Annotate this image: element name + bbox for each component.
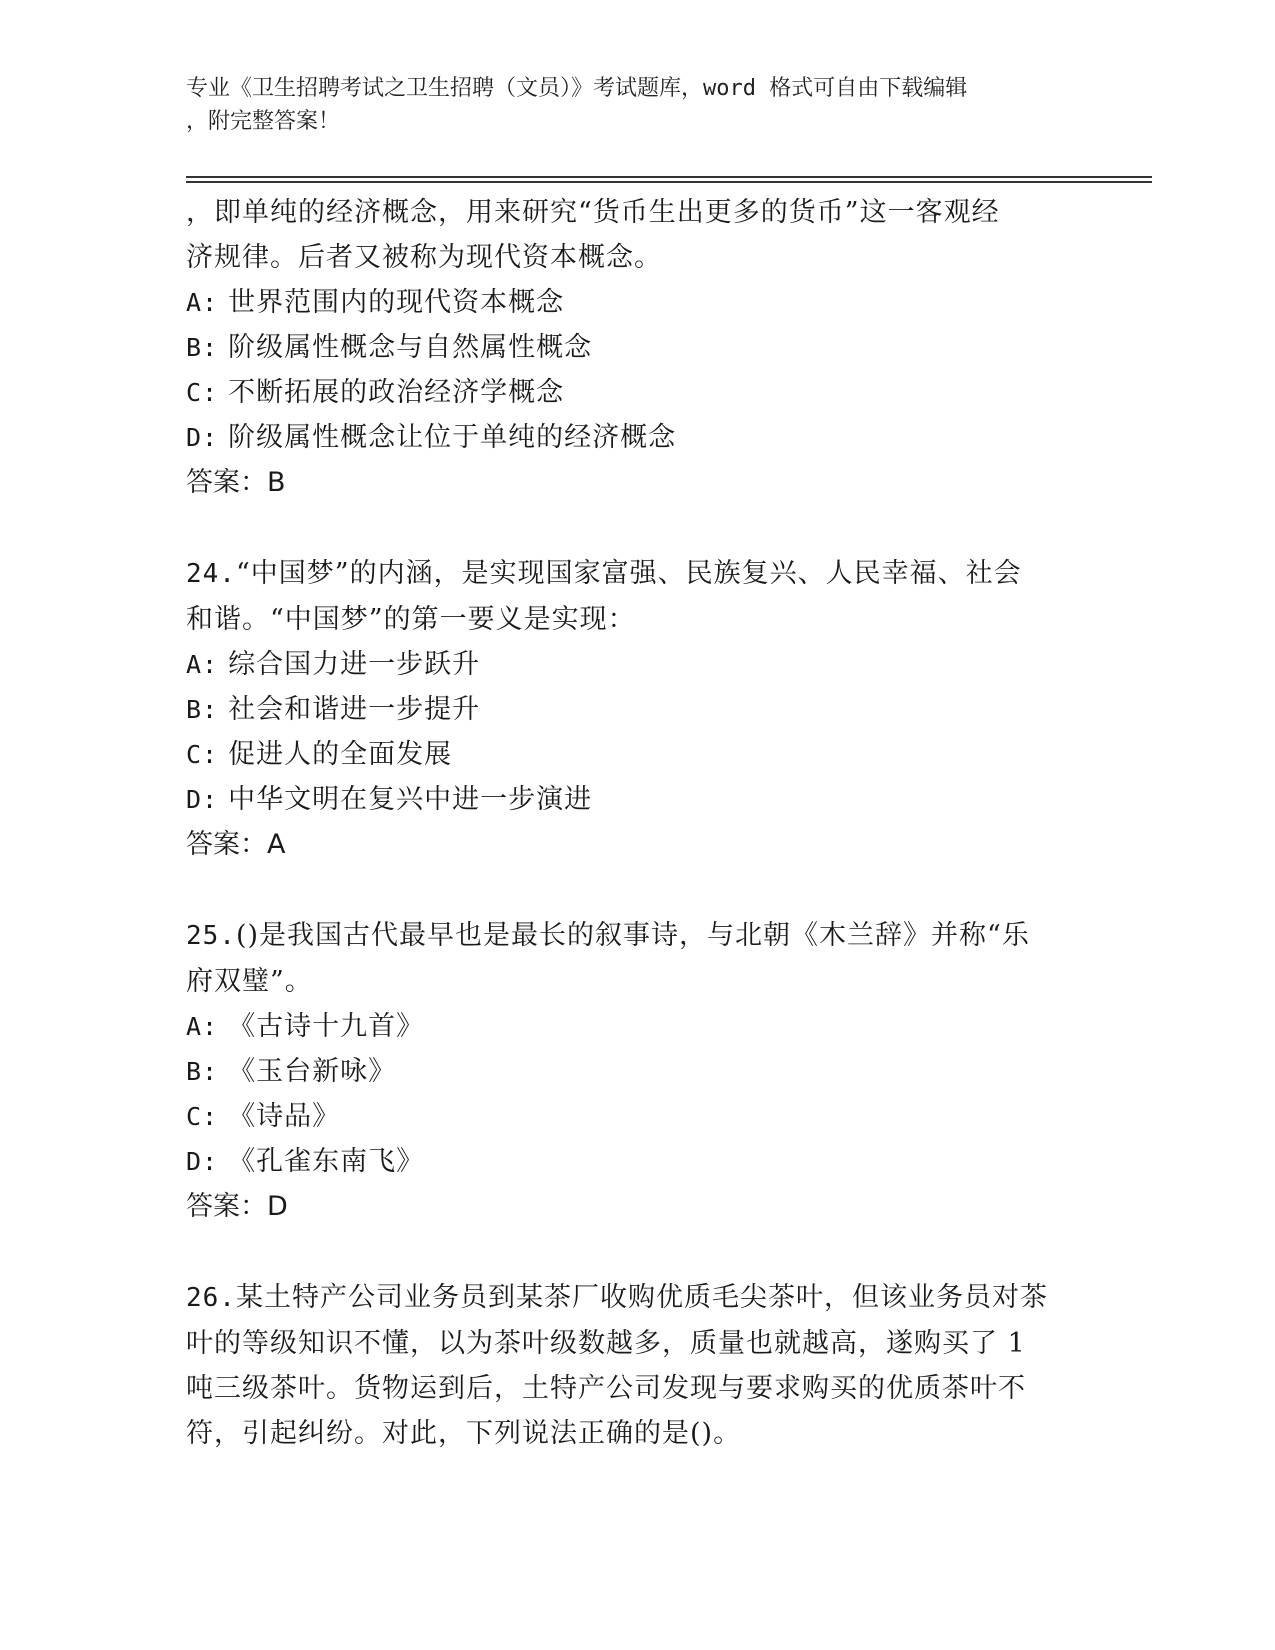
option-text: 阶级属性概念让位于单纯的经济概念 [228, 422, 677, 453]
option-text: 《孔雀东南飞》 [228, 1146, 425, 1177]
question-text-line [186, 1275, 1086, 1321]
option-text: 《玉台新咏》 [228, 1056, 397, 1087]
option-letter: C: [186, 378, 219, 407]
question-text-line: 符，引起纠纷。对此，下列说法正确的是()。 [186, 1418, 742, 1449]
option-c [186, 732, 1086, 777]
option-b [186, 1049, 1086, 1094]
header-divider-top [186, 176, 1152, 178]
question-text-line: 叶的等级知识不懂，以为茶叶级数越多，质量也就越高，遂购买了 1 [186, 1328, 1026, 1359]
option-c [186, 370, 1086, 415]
option-b [186, 687, 1086, 732]
question-text-line [186, 913, 1086, 959]
option-a [186, 1004, 1086, 1049]
option-c [186, 1094, 1086, 1139]
option-letter: A: [186, 650, 219, 679]
option-text: 促进人的全面发展 [228, 739, 453, 770]
option-text: 世界范围内的现代资本概念 [228, 287, 565, 318]
question-23 [186, 190, 1086, 506]
question-text: “中国梦”的内涵，是实现国家富强、民族复兴、人民幸福、社会 [235, 558, 1022, 589]
question-text-line: 济规律。后者又被称为现代资本概念。 [186, 242, 662, 273]
option-text: 中华文明在复兴中进一步演进 [228, 784, 593, 815]
option-d [186, 415, 1086, 460]
option-text: 阶级属性概念与自然属性概念 [228, 332, 593, 363]
option-letter: D: [186, 1147, 219, 1176]
answer-line: 答案：B [186, 467, 286, 498]
option-text: 《古诗十九首》 [228, 1011, 425, 1042]
option-b [186, 325, 1086, 370]
option-text: 不断拓展的政治经济学概念 [228, 377, 565, 408]
option-d [186, 777, 1086, 822]
question-24 [186, 551, 1086, 868]
option-letter: A: [186, 288, 219, 317]
option-a [186, 280, 1086, 325]
answer-line: 答案：D [186, 1191, 288, 1222]
option-text: 综合国力进一步跃升 [228, 649, 481, 680]
question-25 [186, 913, 1086, 1230]
option-letter: C: [186, 740, 219, 769]
question-text: ()是我国古代最早也是最长的叙事诗，与北朝《木兰辞》并称“乐 [235, 920, 1030, 951]
option-d [186, 1139, 1086, 1184]
question-number: 24. [186, 559, 236, 589]
question-text-line: 和谐。“中国梦”的第一要义是实现： [186, 604, 636, 635]
header-divider-bottom [186, 181, 1152, 183]
option-letter: B: [186, 695, 219, 724]
option-a [186, 642, 1086, 687]
option-text: 《诗品》 [228, 1101, 341, 1132]
question-number: 25. [186, 921, 236, 951]
answer-line: 答案：A [186, 829, 286, 860]
option-letter: D: [186, 785, 219, 814]
question-text-line: ，即单纯的经济概念，用来研究“货币生出更多的货币”这一客观经 [186, 197, 1000, 228]
option-letter: B: [186, 1057, 219, 1086]
question-number: 26. [186, 1283, 236, 1313]
page-header [186, 72, 1066, 138]
option-text: 社会和谐进一步提升 [228, 694, 481, 725]
question-content [186, 190, 1086, 1456]
question-text: 某土特产公司业务员到某茶厂收购优质毛尖茶叶，但该业务员对茶 [235, 1282, 1048, 1313]
header-line-1: 专业《卫生招聘考试之卫生招聘（文员）》考试题库，word 格式可自由下载编辑 [186, 76, 968, 101]
option-letter: C: [186, 1102, 219, 1131]
option-letter: D: [186, 423, 219, 452]
question-text-line: 吨三级茶叶。货物运到后，土特产公司发现与要求购买的优质茶叶不 [186, 1373, 1026, 1404]
option-letter: A: [186, 1012, 219, 1041]
question-26 [186, 1275, 1086, 1456]
option-letter: B: [186, 333, 219, 362]
question-text-line [186, 551, 1086, 597]
question-text-line: 府双璧”。 [186, 966, 313, 997]
header-line-2: ，附完整答案！ [186, 109, 341, 134]
